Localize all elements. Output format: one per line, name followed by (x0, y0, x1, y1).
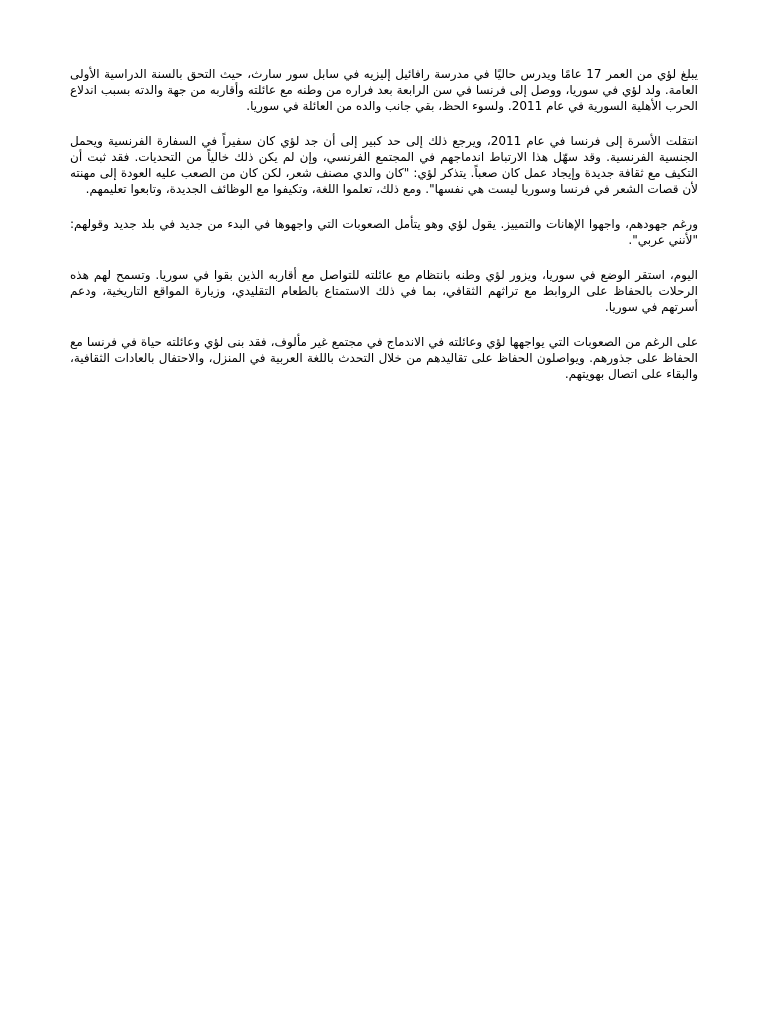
paragraph-1: يبلغ لؤي من العمر 17 عامًا ويدرس حاليًا في مدرسة رافائيل إليزيه في سابل سور سارث، حيث التحق بالسنة الدراسية الأولى العامة. ولد لؤي في سوريا، ووصل إلى فرنسا في سن الرابعة بعد فراره من وطنه مع عائلته وأقاربه من جهة والدته بسبب اندلاع الحرب الأهلية السورية في عام 2011. ولسوء الحظ، بقي جانب والده من العائلة في سوريا. (70, 67, 699, 113)
paragraph-2: انتقلت الأسرة إلى فرنسا في عام 2011، ويرجع ذلك إلى حد كبير إلى أن جد لؤي كان سفيراً في السفارة الفرنسية ويحمل الجنسية الفرنسية. وقد سهّل هذا الارتباط اندماجهم في المجتمع الفرنسي، وإن لم يكن ذلك خالياً من التحديات. فقد ثبت أن التكيف مع ثقافة جديدة وإيجاد عمل كان صعباً. يتذكر لؤي: "كان والدي مصنف شعر، لكن كان من الصعب عليه العودة إلى مهنته لأن قصات الشعر في فرنسا وسوريا ليست هي نفسها". ومع ذلك، تعلموا اللغة، وتكيفوا مع الوظائف الجديدة، وتابعوا تعليمهم. (70, 134, 698, 196)
paragraph-3: ورغم جهودهم، واجهوا الإهانات والتمييز. يقول لؤي وهو يتأمل الصعوبات التي واجهوها في البدء من جديد في بلد جديد وقولهم: "لأنني عربي". (70, 217, 698, 247)
paragraph-4: اليوم، استقر الوضع في سوريا، ويزور لؤي وطنه بانتظام مع عائلته للتواصل مع أقاربه الذين بقوا في سوريا. وتسمح لهم هذه الرحلات بالحفاظ على الروابط مع تراثهم الثقافي، بما في ذلك الاستمتاع بالطعام التقليدي، وزيارة المواقع التاريخية، ودعم أسرتهم في سوريا. (70, 268, 698, 314)
document-body (70, 66, 698, 401)
paragraph-5: على الرغم من الصعوبات التي يواجهها لؤي وعائلته في الاندماج في مجتمع غير مألوف، فقد بنى لؤي وعائلته حياة في فرنسا مع الحفاظ على جذورهم. ويواصلون الحفاظ على تقاليدهم من خلال التحدث باللغة العربية في المنزل، والاحتفال بالعادات الثقافية، والبقاء على اتصال بهويتهم. (70, 335, 698, 381)
